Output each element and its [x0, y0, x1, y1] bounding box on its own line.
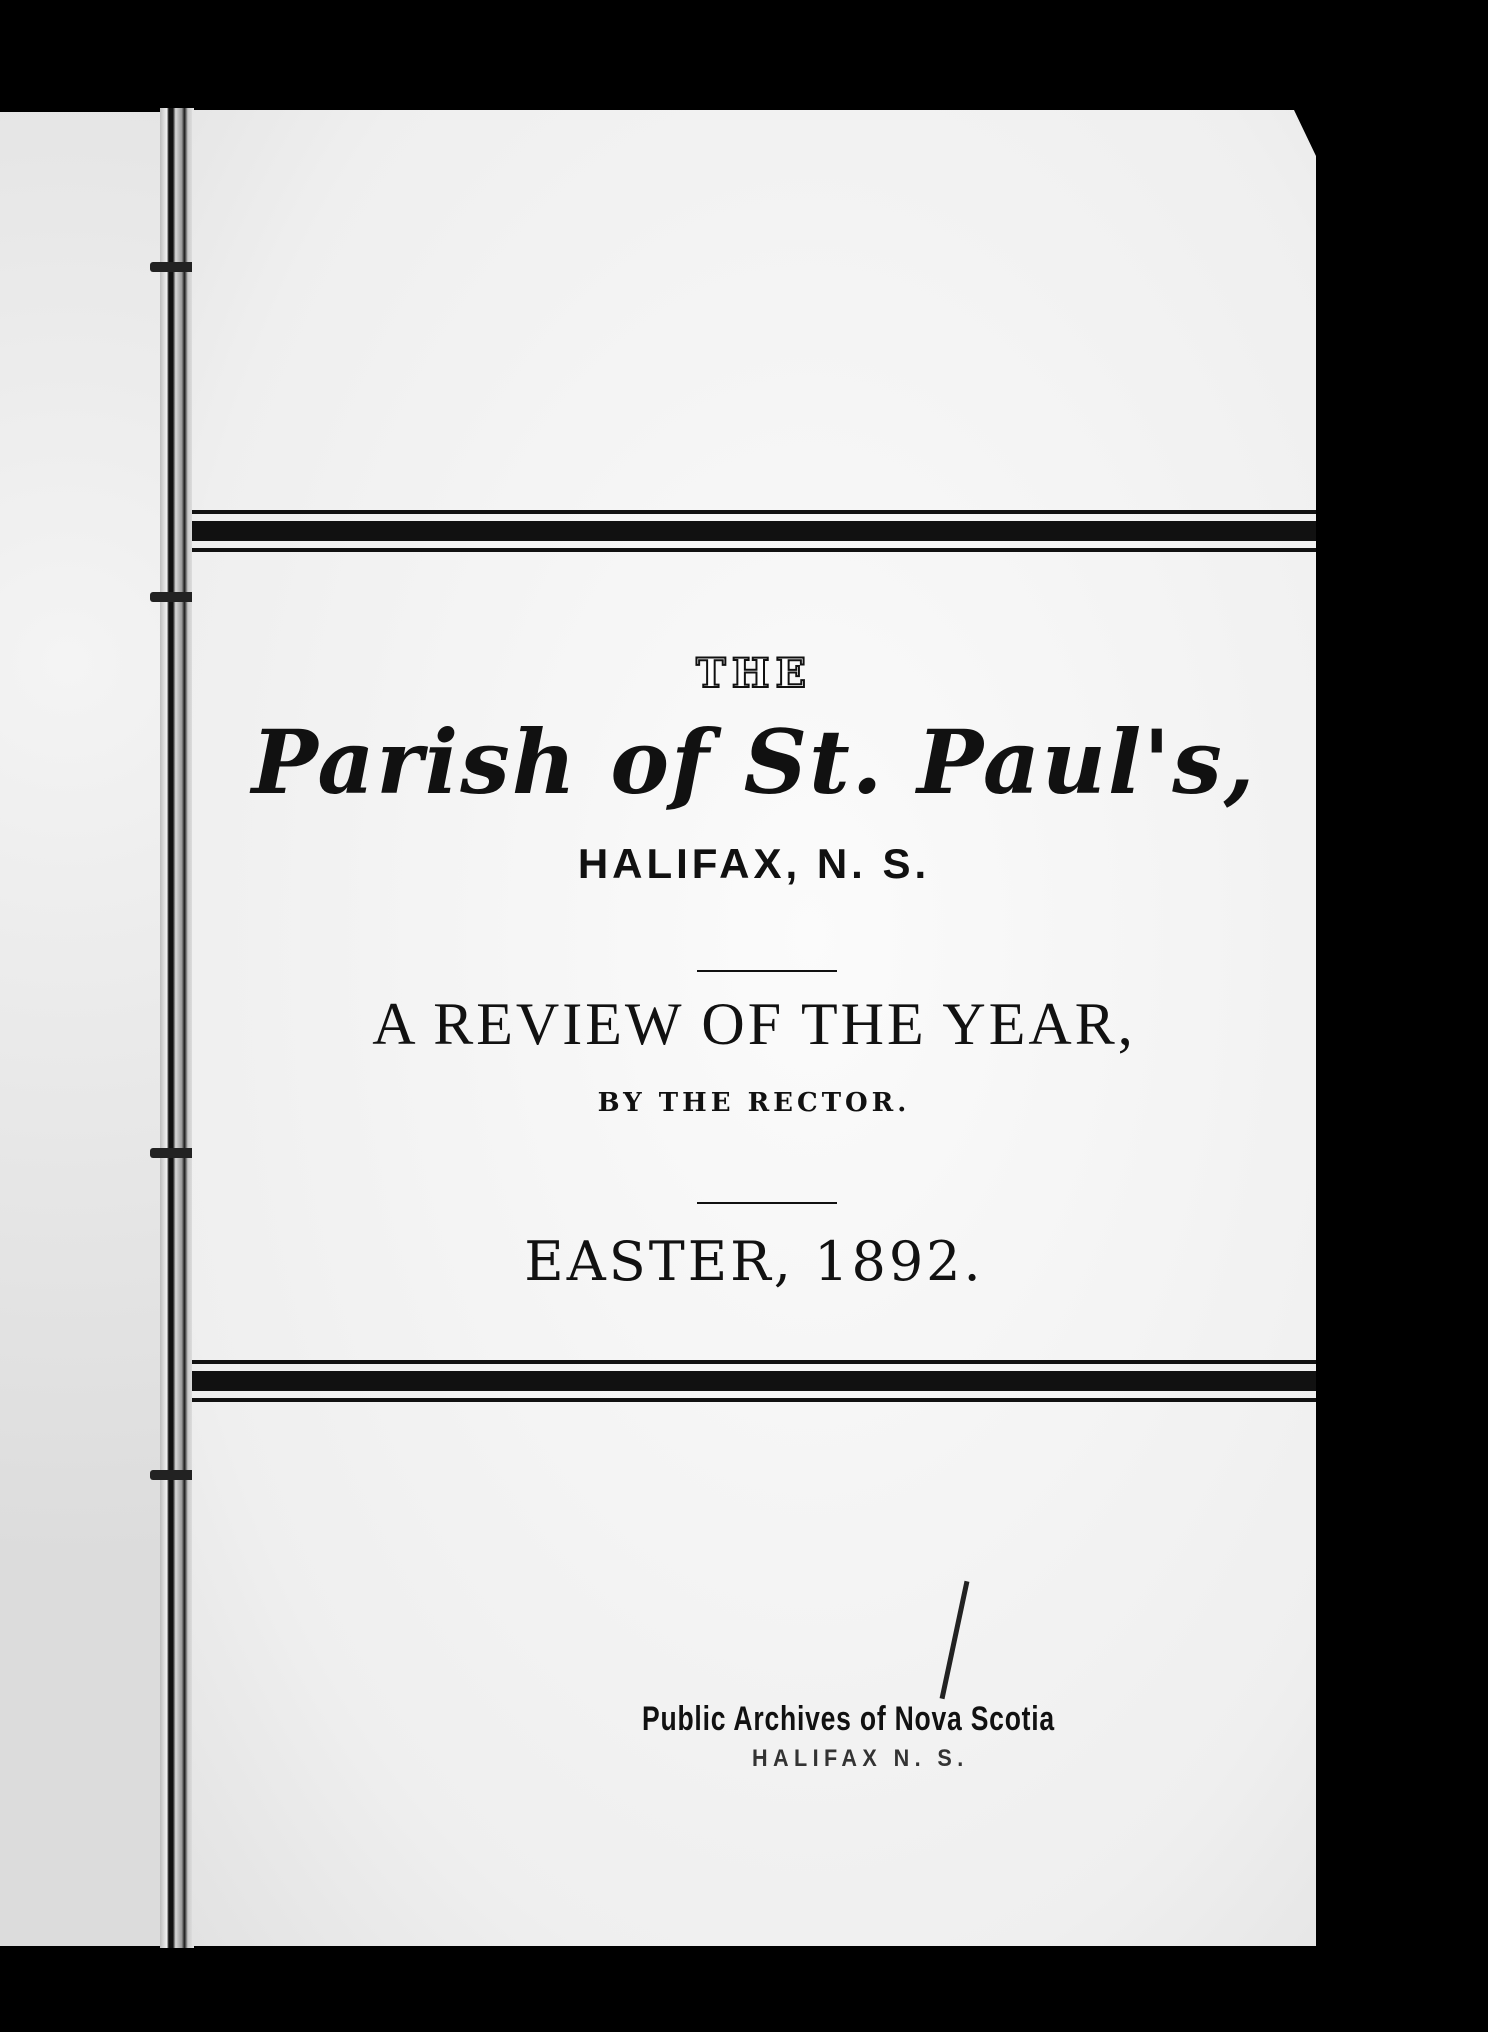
divider [697, 970, 837, 972]
left-page [0, 112, 168, 1946]
title-page [192, 110, 1316, 1946]
book-spine [160, 108, 194, 1948]
date-line: EASTER, 1892. [524, 1230, 984, 1293]
top-rule [192, 510, 1316, 552]
stamp-city: HALIFAX N. S. [752, 1745, 969, 1772]
heading-the: THE [695, 650, 813, 697]
review-subtitle: A REVIEW OF THE YEAR, [372, 991, 1136, 1057]
bottom-rule [192, 1360, 1316, 1402]
archive-stamp [642, 1700, 1242, 1773]
location-text: HALIFAX, N. S. [577, 840, 931, 887]
divider [697, 1202, 837, 1204]
scratch-mark [940, 1581, 970, 1699]
stamp-name: Public Archives of Nova Scotia [642, 1700, 1055, 1738]
byline: BY THE RECTOR. [597, 1088, 911, 1118]
page-corner [1294, 110, 1316, 156]
parish-title: Parish of St. Paul's, [251, 710, 1257, 814]
